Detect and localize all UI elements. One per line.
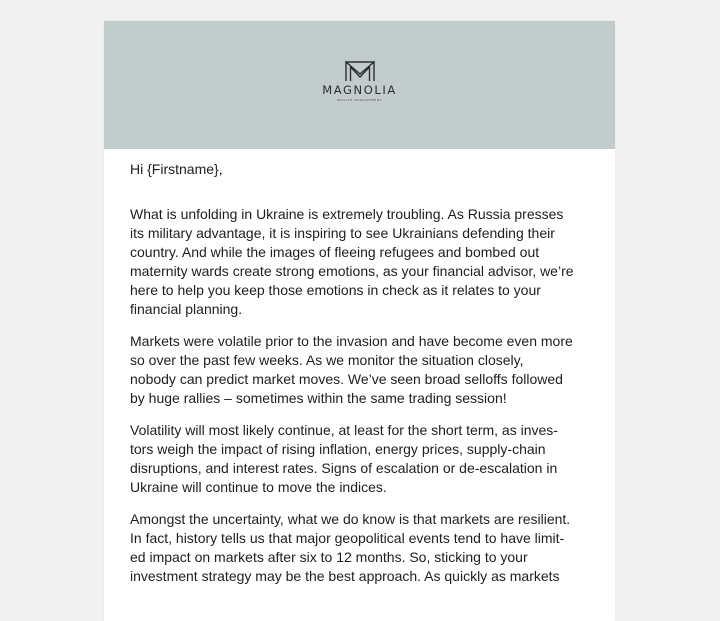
text-line: disruptions, and interest rates. Signs of escalation or de-escalation in — [130, 460, 558, 476]
email-card — [104, 21, 615, 621]
text-line: Ukraine will continue to move the indices. — [130, 479, 387, 495]
email-body — [104, 149, 615, 586]
paragraph-2 — [130, 332, 591, 408]
text-line: Amongst the uncertainty, what we do know is that markets are resilient. — [130, 511, 571, 527]
text-line: so over the past few weeks. As we monitor the situation closely, — [130, 352, 524, 368]
text-line: Volatility will most likely continue, at least for the short term, as inves- — [130, 422, 558, 438]
text-line: its military advantage, it is inspiring to see Ukrainians defending their — [130, 225, 555, 241]
brand-tagline: WEALTH MANAGEMENT — [336, 98, 383, 102]
text-line: here to help you keep those emotions in check as it relates to your — [130, 282, 541, 298]
text-line: What is unfolding in Ukraine is extremely troubling. As Russia presses — [130, 206, 564, 222]
text-line: financial planning. — [130, 301, 243, 317]
text-line: by huge rallies – sometimes within the same trading session! — [130, 390, 507, 406]
magnolia-logo — [104, 60, 615, 102]
text-line: Markets were volatile prior to the invasion and have become even more — [130, 333, 573, 349]
greeting: Hi {Firstname}, — [130, 161, 223, 177]
text-line: country. And while the images of fleeing refugees and bombed out — [130, 244, 540, 260]
text-line: ed impact on markets after six to 12 months. So, sticking to your — [130, 549, 528, 565]
magnolia-m-icon — [344, 60, 376, 82]
paragraph-3 — [130, 421, 591, 497]
brand-name: MAGNOLIA — [322, 83, 397, 97]
header-banner — [104, 21, 615, 149]
text-line: investment strategy may be the best approach. As quickly as markets — [130, 568, 560, 584]
paragraph-1 — [130, 205, 591, 319]
text-line: In fact, history tells us that major geopolitical events tend to have limit- — [130, 530, 565, 546]
text-line: nobody can predict market moves. We’ve seen broad selloffs followed — [130, 371, 563, 387]
text-line: maternity wards create strong emotions, as your financial advisor, we’re — [130, 263, 574, 279]
paragraph-4 — [130, 510, 591, 586]
text-line: tors weigh the impact of rising inflation, energy prices, supply-chain — [130, 441, 546, 457]
